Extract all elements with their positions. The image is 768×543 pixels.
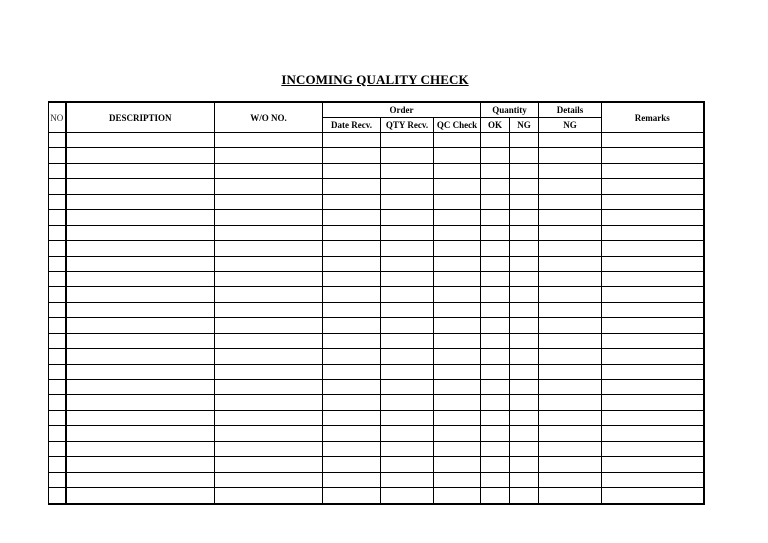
cell-ng[interactable] (510, 395, 539, 410)
cell-remarks[interactable] (602, 210, 704, 225)
header-qc-check: QC Check (434, 118, 481, 133)
cell-wo-no[interactable] (215, 441, 323, 456)
cell-qty-recv[interactable] (381, 241, 434, 256)
cell-remarks[interactable] (602, 426, 704, 441)
cell-qty-recv[interactable] (381, 349, 434, 364)
cell-qc-check[interactable] (434, 287, 481, 302)
header-row-top (49, 102, 704, 118)
table-row (49, 318, 704, 333)
cell-details-ng[interactable] (539, 395, 602, 410)
cell-qc-check[interactable] (434, 225, 481, 240)
cell-details-ng[interactable] (539, 380, 602, 395)
header-order: Order (323, 102, 481, 118)
cell-details-ng[interactable] (539, 271, 602, 286)
header-ok: OK (481, 118, 510, 133)
cell-ok[interactable] (481, 225, 510, 240)
table-row (49, 426, 704, 441)
cell-date-recv[interactable] (323, 457, 381, 472)
cell-ng[interactable] (510, 333, 539, 348)
cell-description[interactable] (66, 457, 215, 472)
cell-wo-no[interactable] (215, 256, 323, 271)
cell-wo-no[interactable] (215, 241, 323, 256)
cell-qc-check[interactable] (434, 163, 481, 178)
cell-details-ng[interactable] (539, 225, 602, 240)
cell-ng[interactable] (510, 349, 539, 364)
cell-no[interactable] (49, 148, 66, 163)
cell-wo-no[interactable] (215, 364, 323, 379)
cell-description[interactable] (66, 318, 215, 333)
cell-details-ng[interactable] (539, 488, 602, 504)
cell-qc-check[interactable] (434, 333, 481, 348)
cell-no[interactable] (49, 318, 66, 333)
table-row (49, 472, 704, 487)
cell-remarks[interactable] (602, 380, 704, 395)
cell-remarks[interactable] (602, 349, 704, 364)
cell-qty-recv[interactable] (381, 210, 434, 225)
cell-ok[interactable] (481, 133, 510, 148)
cell-no[interactable] (49, 457, 66, 472)
cell-qty-recv[interactable] (381, 364, 434, 379)
cell-date-recv[interactable] (323, 133, 381, 148)
cell-date-recv[interactable] (323, 349, 381, 364)
cell-ok[interactable] (481, 287, 510, 302)
cell-description[interactable] (66, 148, 215, 163)
cell-qty-recv[interactable] (381, 426, 434, 441)
cell-qty-recv[interactable] (381, 302, 434, 317)
cell-ok[interactable] (481, 441, 510, 456)
cell-qty-recv[interactable] (381, 333, 434, 348)
table-row (49, 364, 704, 379)
cell-remarks[interactable] (602, 133, 704, 148)
cell-qc-check[interactable] (434, 441, 481, 456)
cell-date-recv[interactable] (323, 194, 381, 209)
cell-no[interactable] (49, 333, 66, 348)
cell-no[interactable] (49, 441, 66, 456)
table-body (49, 133, 704, 504)
cell-description[interactable] (66, 225, 215, 240)
cell-qc-check[interactable] (434, 179, 481, 194)
cell-details-ng[interactable] (539, 256, 602, 271)
cell-remarks[interactable] (602, 287, 704, 302)
cell-ng[interactable] (510, 287, 539, 302)
cell-qty-recv[interactable] (381, 441, 434, 456)
cell-details-ng[interactable] (539, 333, 602, 348)
cell-description[interactable] (66, 133, 215, 148)
cell-ok[interactable] (481, 349, 510, 364)
cell-ok[interactable] (481, 302, 510, 317)
cell-ng[interactable] (510, 148, 539, 163)
cell-description[interactable] (66, 271, 215, 286)
cell-ng[interactable] (510, 194, 539, 209)
cell-remarks[interactable] (602, 225, 704, 240)
cell-wo-no[interactable] (215, 380, 323, 395)
table-row (49, 148, 704, 163)
cell-qc-check[interactable] (434, 395, 481, 410)
quality-check-table (48, 101, 705, 505)
cell-description[interactable] (66, 287, 215, 302)
cell-no[interactable] (49, 380, 66, 395)
cell-ng[interactable] (510, 302, 539, 317)
cell-wo-no[interactable] (215, 302, 323, 317)
cell-date-recv[interactable] (323, 241, 381, 256)
cell-no[interactable] (49, 302, 66, 317)
cell-qc-check[interactable] (434, 256, 481, 271)
table-row (49, 349, 704, 364)
cell-qty-recv[interactable] (381, 395, 434, 410)
table-row (49, 179, 704, 194)
cell-description[interactable] (66, 488, 215, 504)
cell-no[interactable] (49, 210, 66, 225)
cell-date-recv[interactable] (323, 318, 381, 333)
cell-no[interactable] (49, 241, 66, 256)
cell-no[interactable] (49, 349, 66, 364)
cell-ok[interactable] (481, 148, 510, 163)
table-row (49, 410, 704, 425)
cell-ok[interactable] (481, 333, 510, 348)
header-qty-recv: QTY Recv. (381, 118, 434, 133)
cell-remarks[interactable] (602, 179, 704, 194)
header-description: DESCRIPTION (66, 102, 215, 133)
cell-description[interactable] (66, 395, 215, 410)
cell-wo-no[interactable] (215, 133, 323, 148)
cell-remarks[interactable] (602, 302, 704, 317)
cell-ok[interactable] (481, 488, 510, 504)
cell-qty-recv[interactable] (381, 163, 434, 178)
cell-wo-no[interactable] (215, 225, 323, 240)
cell-details-ng[interactable] (539, 302, 602, 317)
cell-date-recv[interactable] (323, 148, 381, 163)
cell-ng[interactable] (510, 163, 539, 178)
cell-ng[interactable] (510, 256, 539, 271)
table-row (49, 194, 704, 209)
cell-qc-check[interactable] (434, 349, 481, 364)
table-row (49, 333, 704, 348)
cell-details-ng[interactable] (539, 349, 602, 364)
cell-ok[interactable] (481, 472, 510, 487)
header-quantity: Quantity (481, 102, 539, 118)
cell-qty-recv[interactable] (381, 318, 434, 333)
table-row (49, 488, 704, 504)
cell-date-recv[interactable] (323, 333, 381, 348)
cell-remarks[interactable] (602, 163, 704, 178)
table-row (49, 163, 704, 178)
cell-no[interactable] (49, 133, 66, 148)
header-details-ng: NG (539, 118, 602, 133)
table-row (49, 133, 704, 148)
cell-description[interactable] (66, 426, 215, 441)
cell-ok[interactable] (481, 194, 510, 209)
cell-date-recv[interactable] (323, 410, 381, 425)
table-row (49, 302, 704, 317)
cell-ok[interactable] (481, 426, 510, 441)
cell-ng[interactable] (510, 472, 539, 487)
cell-remarks[interactable] (602, 441, 704, 456)
cell-qty-recv[interactable] (381, 457, 434, 472)
cell-wo-no[interactable] (215, 179, 323, 194)
header-wo-no: W/O NO. (215, 102, 323, 133)
cell-qc-check[interactable] (434, 241, 481, 256)
cell-qc-check[interactable] (434, 210, 481, 225)
table-row (49, 380, 704, 395)
cell-details-ng[interactable] (539, 472, 602, 487)
cell-ng[interactable] (510, 133, 539, 148)
cell-ok[interactable] (481, 241, 510, 256)
cell-qc-check[interactable] (434, 457, 481, 472)
cell-ok[interactable] (481, 318, 510, 333)
cell-details-ng[interactable] (539, 441, 602, 456)
cell-details-ng[interactable] (539, 194, 602, 209)
cell-remarks[interactable] (602, 148, 704, 163)
cell-ok[interactable] (481, 410, 510, 425)
cell-ng[interactable] (510, 380, 539, 395)
cell-qc-check[interactable] (434, 410, 481, 425)
header-details: Details (539, 102, 602, 118)
cell-qty-recv[interactable] (381, 225, 434, 240)
cell-date-recv[interactable] (323, 488, 381, 504)
cell-details-ng[interactable] (539, 426, 602, 441)
cell-remarks[interactable] (602, 256, 704, 271)
cell-ok[interactable] (481, 179, 510, 194)
cell-date-recv[interactable] (323, 179, 381, 194)
cell-date-recv[interactable] (323, 163, 381, 178)
cell-description[interactable] (66, 163, 215, 178)
cell-details-ng[interactable] (539, 133, 602, 148)
cell-wo-no[interactable] (215, 426, 323, 441)
cell-qc-check[interactable] (434, 488, 481, 504)
cell-ng[interactable] (510, 364, 539, 379)
page-title: INCOMING QUALITY CHECK (281, 72, 469, 87)
table-row (49, 441, 704, 456)
cell-ng[interactable] (510, 271, 539, 286)
cell-wo-no[interactable] (215, 333, 323, 348)
cell-ng[interactable] (510, 318, 539, 333)
cell-date-recv[interactable] (323, 472, 381, 487)
cell-details-ng[interactable] (539, 241, 602, 256)
cell-no[interactable] (49, 225, 66, 240)
cell-no[interactable] (49, 287, 66, 302)
cell-no[interactable] (49, 256, 66, 271)
cell-date-recv[interactable] (323, 256, 381, 271)
cell-remarks[interactable] (602, 410, 704, 425)
cell-no[interactable] (49, 271, 66, 286)
cell-description[interactable] (66, 364, 215, 379)
cell-date-recv[interactable] (323, 210, 381, 225)
cell-description[interactable] (66, 179, 215, 194)
cell-qc-check[interactable] (434, 380, 481, 395)
cell-description[interactable] (66, 349, 215, 364)
cell-qty-recv[interactable] (381, 380, 434, 395)
cell-details-ng[interactable] (539, 287, 602, 302)
cell-date-recv[interactable] (323, 364, 381, 379)
cell-description[interactable] (66, 333, 215, 348)
table-row (49, 457, 704, 472)
cell-qty-recv[interactable] (381, 472, 434, 487)
cell-wo-no[interactable] (215, 349, 323, 364)
cell-ok[interactable] (481, 210, 510, 225)
cell-wo-no[interactable] (215, 488, 323, 504)
cell-details-ng[interactable] (539, 210, 602, 225)
cell-qc-check[interactable] (434, 364, 481, 379)
table-row (49, 256, 704, 271)
cell-ng[interactable] (510, 441, 539, 456)
cell-qty-recv[interactable] (381, 133, 434, 148)
cell-details-ng[interactable] (539, 179, 602, 194)
cell-wo-no[interactable] (215, 457, 323, 472)
cell-wo-no[interactable] (215, 287, 323, 302)
cell-wo-no[interactable] (215, 271, 323, 286)
cell-description[interactable] (66, 241, 215, 256)
cell-no[interactable] (49, 395, 66, 410)
cell-wo-no[interactable] (215, 410, 323, 425)
cell-ng[interactable] (510, 179, 539, 194)
cell-details-ng[interactable] (539, 163, 602, 178)
cell-no[interactable] (49, 364, 66, 379)
cell-remarks[interactable] (602, 364, 704, 379)
cell-date-recv[interactable] (323, 395, 381, 410)
cell-wo-no[interactable] (215, 148, 323, 163)
cell-details-ng[interactable] (539, 364, 602, 379)
cell-no[interactable] (49, 179, 66, 194)
cell-qc-check[interactable] (434, 148, 481, 163)
cell-date-recv[interactable] (323, 271, 381, 286)
cell-date-recv[interactable] (323, 441, 381, 456)
cell-details-ng[interactable] (539, 148, 602, 163)
cell-qty-recv[interactable] (381, 410, 434, 425)
table-row (49, 271, 704, 286)
cell-qc-check[interactable] (434, 133, 481, 148)
cell-no[interactable] (49, 410, 66, 425)
cell-no[interactable] (49, 472, 66, 487)
cell-ng[interactable] (510, 241, 539, 256)
table-row (49, 241, 704, 256)
cell-ng[interactable] (510, 457, 539, 472)
cell-date-recv[interactable] (323, 426, 381, 441)
cell-qc-check[interactable] (434, 318, 481, 333)
cell-qty-recv[interactable] (381, 287, 434, 302)
cell-qty-recv[interactable] (381, 179, 434, 194)
header-date-recv: Date Recv. (323, 118, 381, 133)
cell-description[interactable] (66, 472, 215, 487)
cell-no[interactable] (49, 488, 66, 504)
cell-date-recv[interactable] (323, 302, 381, 317)
cell-remarks[interactable] (602, 241, 704, 256)
cell-ok[interactable] (481, 380, 510, 395)
cell-qc-check[interactable] (434, 426, 481, 441)
cell-no[interactable] (49, 194, 66, 209)
cell-description[interactable] (66, 380, 215, 395)
cell-wo-no[interactable] (215, 395, 323, 410)
cell-wo-no[interactable] (215, 163, 323, 178)
cell-date-recv[interactable] (323, 380, 381, 395)
cell-ok[interactable] (481, 271, 510, 286)
cell-ok[interactable] (481, 457, 510, 472)
cell-ok[interactable] (481, 395, 510, 410)
cell-remarks[interactable] (602, 488, 704, 504)
header-no: NO (49, 102, 66, 133)
header-ng: NG (510, 118, 539, 133)
cell-details-ng[interactable] (539, 410, 602, 425)
table-row (49, 225, 704, 240)
cell-qc-check[interactable] (434, 271, 481, 286)
cell-qty-recv[interactable] (381, 488, 434, 504)
cell-ok[interactable] (481, 256, 510, 271)
cell-ok[interactable] (481, 364, 510, 379)
cell-wo-no[interactable] (215, 210, 323, 225)
cell-description[interactable] (66, 256, 215, 271)
cell-description[interactable] (66, 410, 215, 425)
cell-no[interactable] (49, 163, 66, 178)
cell-ng[interactable] (510, 225, 539, 240)
cell-qc-check[interactable] (434, 302, 481, 317)
table-row (49, 210, 704, 225)
cell-ng[interactable] (510, 426, 539, 441)
cell-date-recv[interactable] (323, 225, 381, 240)
table-row (49, 395, 704, 410)
cell-qc-check[interactable] (434, 472, 481, 487)
cell-qc-check[interactable] (434, 194, 481, 209)
cell-qty-recv[interactable] (381, 194, 434, 209)
cell-description[interactable] (66, 302, 215, 317)
cell-wo-no[interactable] (215, 194, 323, 209)
cell-remarks[interactable] (602, 318, 704, 333)
cell-remarks[interactable] (602, 472, 704, 487)
cell-qty-recv[interactable] (381, 148, 434, 163)
cell-description[interactable] (66, 441, 215, 456)
header-remarks: Remarks (602, 102, 704, 133)
cell-remarks[interactable] (602, 271, 704, 286)
cell-remarks[interactable] (602, 194, 704, 209)
table-row (49, 287, 704, 302)
cell-ok[interactable] (481, 163, 510, 178)
cell-no[interactable] (49, 426, 66, 441)
cell-ng[interactable] (510, 488, 539, 504)
cell-wo-no[interactable] (215, 318, 323, 333)
cell-remarks[interactable] (602, 457, 704, 472)
cell-date-recv[interactable] (323, 287, 381, 302)
cell-ng[interactable] (510, 210, 539, 225)
cell-remarks[interactable] (602, 333, 704, 348)
cell-description[interactable] (66, 210, 215, 225)
cell-details-ng[interactable] (539, 457, 602, 472)
cell-ng[interactable] (510, 410, 539, 425)
cell-qty-recv[interactable] (381, 256, 434, 271)
cell-qty-recv[interactable] (381, 271, 434, 286)
cell-wo-no[interactable] (215, 472, 323, 487)
cell-remarks[interactable] (602, 395, 704, 410)
cell-description[interactable] (66, 194, 215, 209)
cell-details-ng[interactable] (539, 318, 602, 333)
